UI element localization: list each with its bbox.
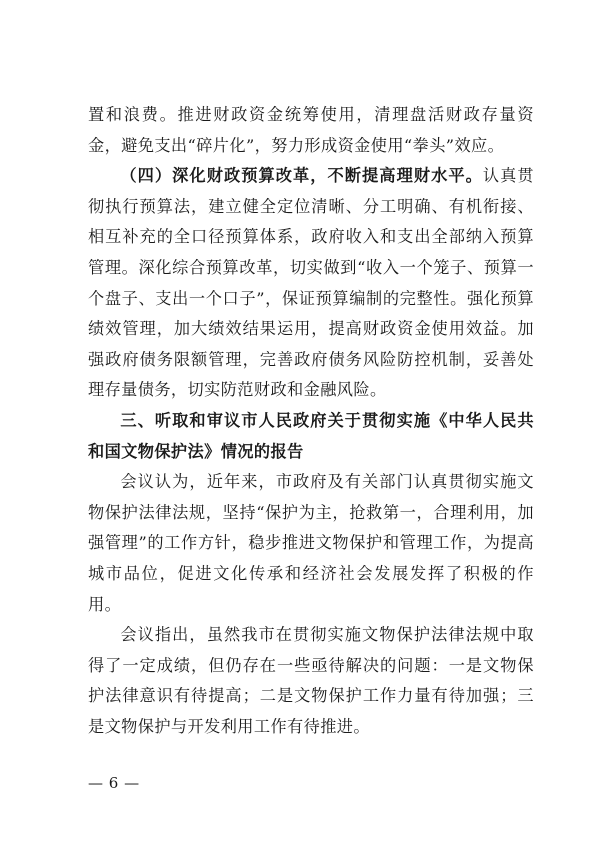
section-heading: 三、听取和审议市人民政府关于贯彻实施《中华人民共和国文物保护法》情况的报告 — [88, 410, 534, 461]
paragraph-budget-reform — [88, 161, 534, 406]
paragraph-body: 认真贯彻执行预算法，建立健全定位清晰、分工明确、有机衔接、相互补充的全口径预算体系，政府收入和支出全部纳入预算管理。深化综合预算改革，切实做到“收入一个笼子、预算一个盘子、支出一个口子”，保证预算编制的完整性。强化预算绩效管理，加大绩效结果运用，提高财政资金使用效益。加强政府债务限额管理，完善政府债务风险防控机制，妥善处理存量债务，切实防范财政和金融风险。 — [88, 166, 535, 400]
paragraph-meeting-points: 会议指出，虽然我市在贯彻实施文物保护法律法规中取得了一定成绩，但仍存在一些亟待解决的问题：一是文物保护法律意识有待提高；二是文物保护工作力量有待加强；三是文物保护与开发利用工作有待推进。 — [88, 625, 534, 736]
paragraph-continuation: 置和浪费。推进财政资金统筹使用，清理盘活财政存量资金，避免支出“碎片化”，努力形成资金使用“拳头”效应。 — [88, 105, 534, 155]
paragraph-meeting-view: 会议认为，近年来，市政府及有关部门认真贯彻实施文物保护法律法规，坚持“保护为主，抢救第一，合理利用，加强管理”的工作方针，稳步推进文物保护和管理工作，为提高城市品位，促进文化传承和经济社会发展发挥了积极的作用。 — [88, 472, 534, 614]
page-number: — 6 — — [88, 774, 140, 792]
subsection-heading: （四）深化财政预算改革，不断提高理财水平。 — [120, 166, 483, 186]
body-text — [88, 100, 534, 742]
